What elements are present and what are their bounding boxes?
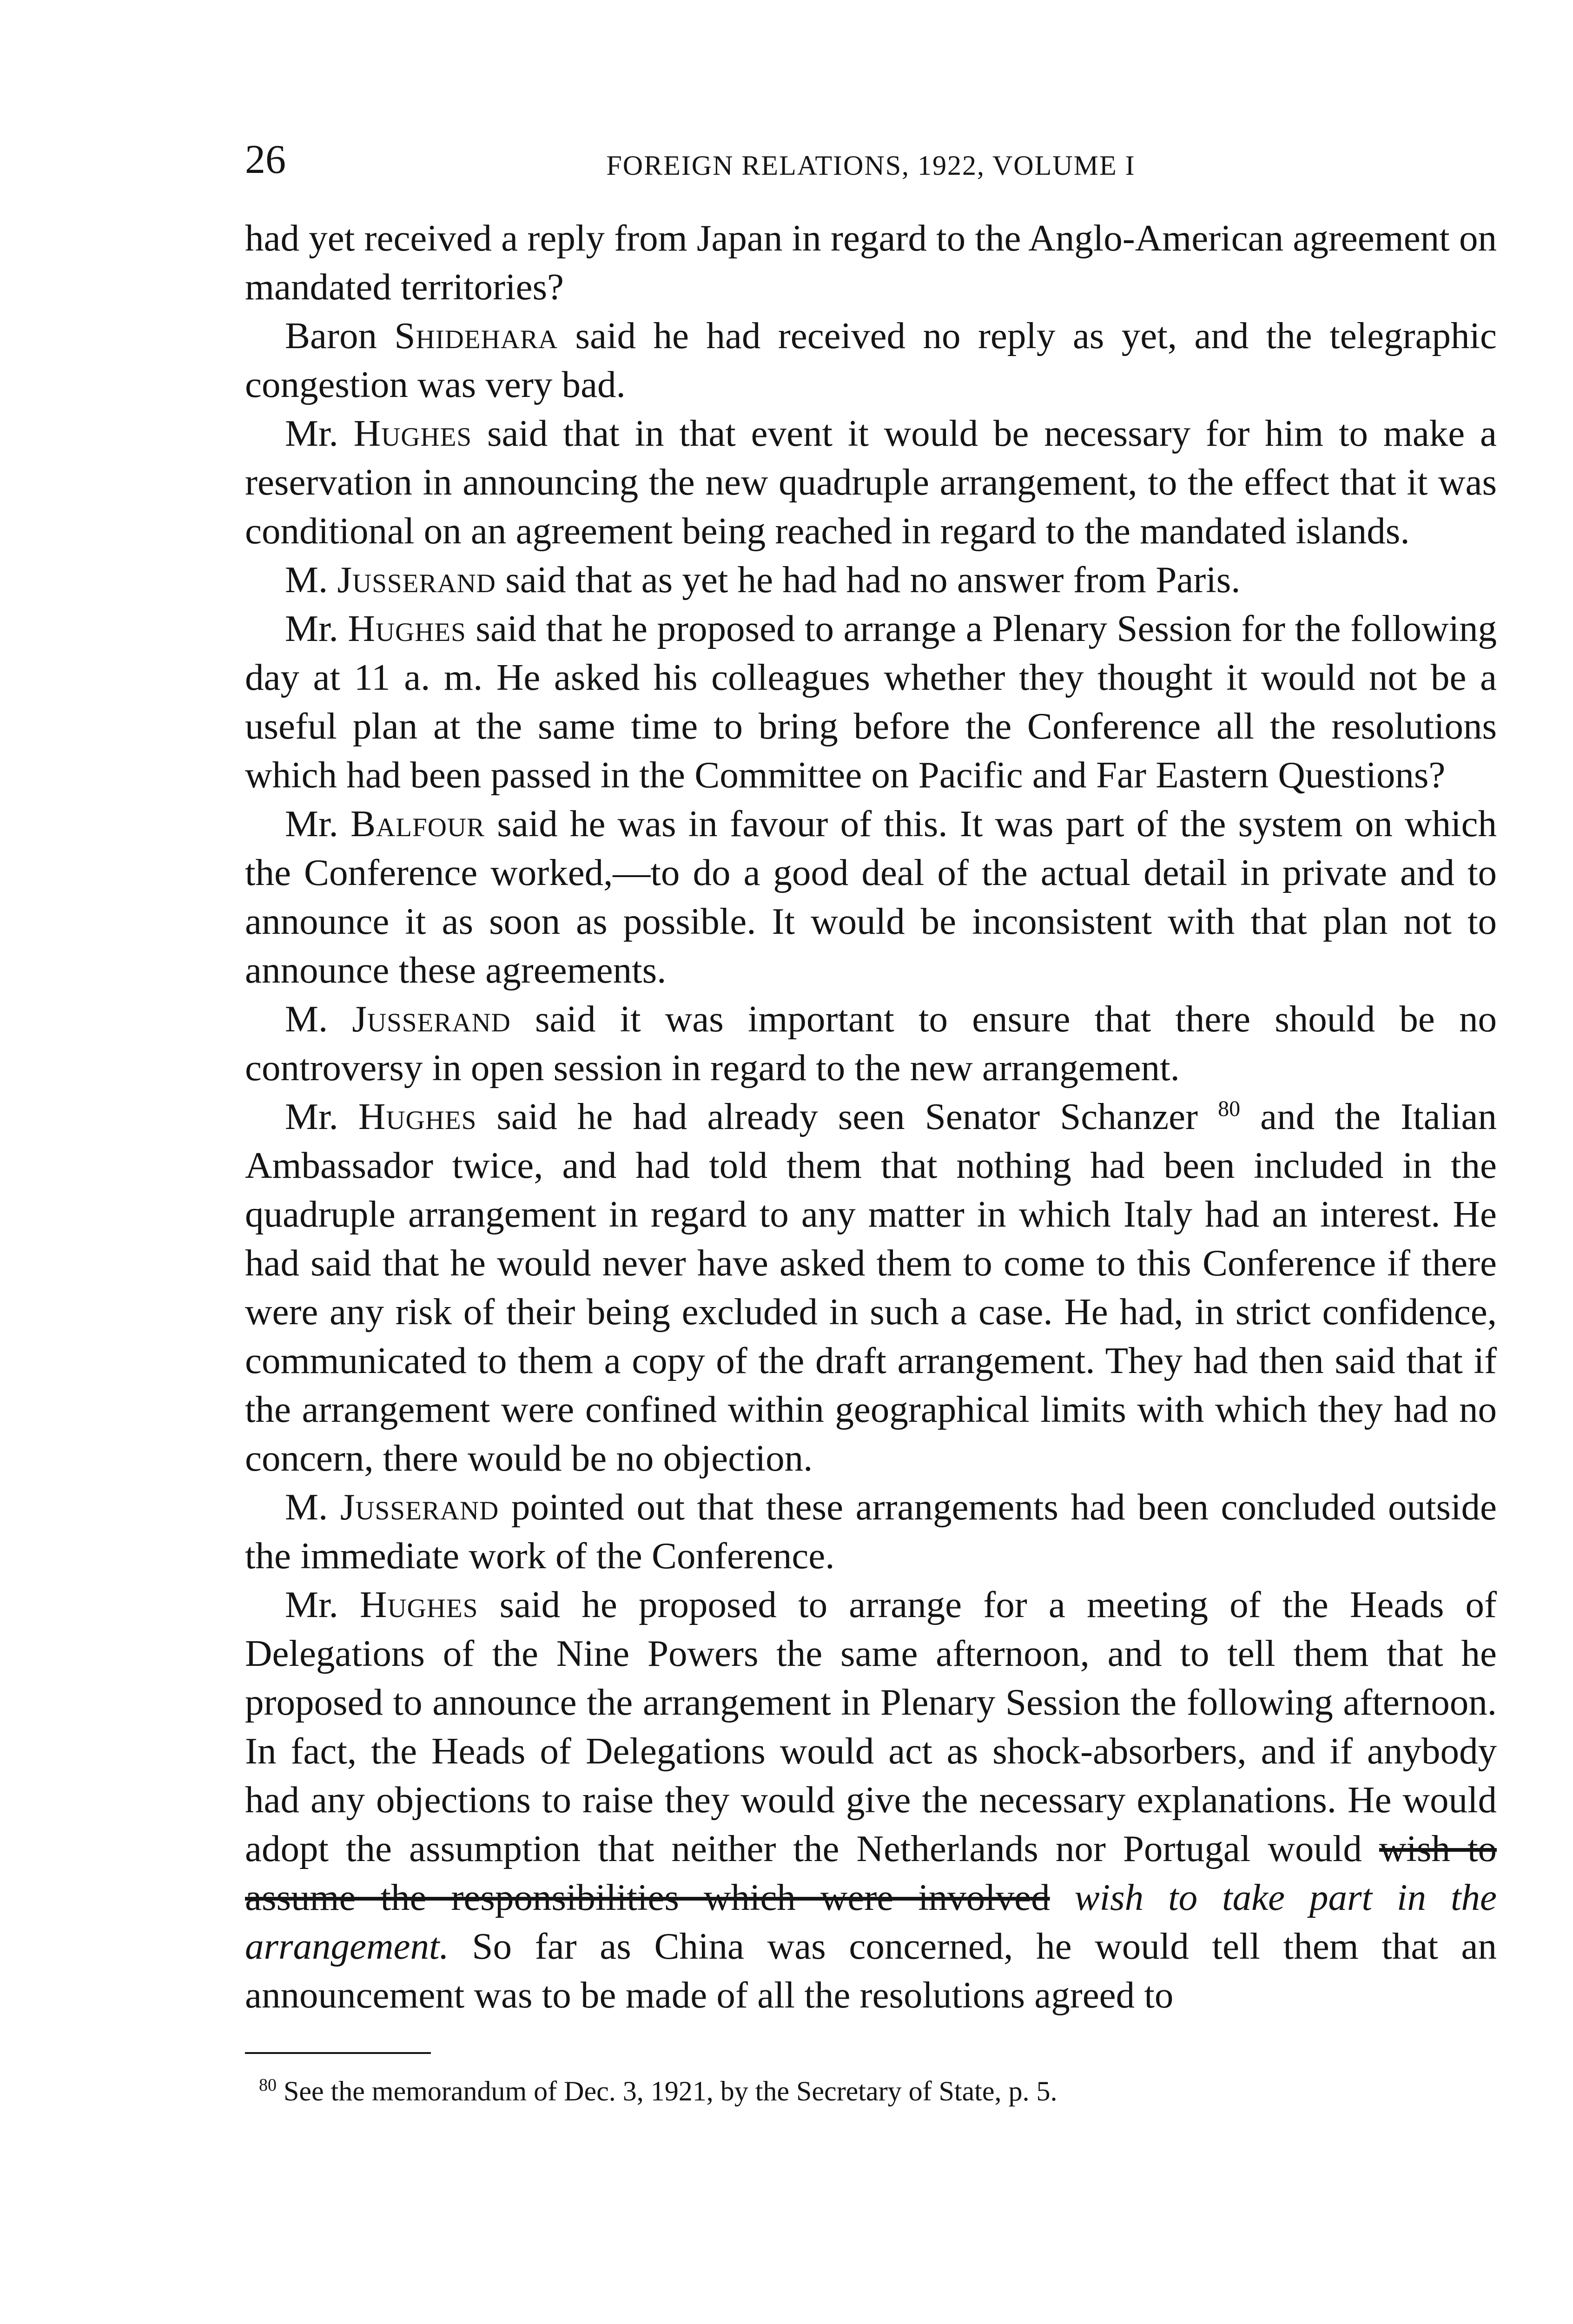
paragraph — [245, 311, 1497, 409]
paragraph — [245, 1483, 1497, 1580]
paragraph — [245, 1580, 1497, 2020]
speaker-name: Hughes — [358, 1096, 477, 1137]
footnote-text: See the memorandum of Dec. 3, 1921, by the Secretary of State, p. 5. — [277, 2076, 1057, 2106]
paragraph-text: pointed out that these arrangements had been concluded outside the immediate work of the Conference. — [245, 1486, 1497, 1577]
paragraph-continuation: had yet received a reply from Japan in regard to the Anglo-American agreement on mandated territories? — [245, 217, 1497, 308]
struck-through-text: wish to assume the responsibilities which were involved — [245, 1828, 1497, 1918]
running-head: FOREIGN RELATIONS, 1922, VOLUME I — [606, 150, 1136, 181]
paragraph — [245, 799, 1497, 995]
paragraph-text: said that in that event it would be necessary for him to make a reservation in announcing the new quadruple arrangement, to the effect that it was conditional on an agreement being reached in regard to the mandated islands. — [245, 412, 1497, 552]
paragraph-text: said that as yet he had had no answer from Paris. — [496, 559, 1241, 601]
paragraph-text: and the Italian Ambassador twice, and had told them that nothing had been included in the quadruple arrangement in regard to any matter in which Italy had an interest. He had said that he would never have asked them to come to this Conference if there were any risk of their being excluded in such a case. He had, in strict confidence, communicated to them a copy of the draft arrangement. They had then said that if the arrangement were confined within geographical limits with which they had no concern, there would be no objection. — [245, 1096, 1497, 1479]
paragraph-text: So far as China was concerned, he would tell them that an announcement was to be made of all the resolutions agreed to — [245, 1925, 1497, 2016]
page-number: 26 — [245, 137, 286, 182]
speaker-title: Mr. — [285, 607, 348, 649]
speaker-name: Shidehara — [394, 315, 558, 357]
speaker-name: Hughes — [359, 1584, 478, 1625]
speaker-title: M. — [285, 1486, 340, 1528]
paragraph-text: said he had already seen Senator Schanzer — [476, 1096, 1218, 1137]
inserted-italic-text: wish to take part in the arrangement. — [245, 1876, 1497, 1967]
speaker-name: Jusserand — [340, 1486, 499, 1528]
footnote — [245, 2073, 1497, 2110]
page-header — [245, 139, 1497, 214]
body-text — [245, 214, 1497, 2020]
speaker-name: Balfour — [350, 803, 485, 845]
speaker-title: Mr. — [285, 1096, 358, 1137]
document-page — [245, 139, 1497, 2110]
paragraph — [245, 995, 1497, 1092]
speaker-name: Hughes — [348, 607, 466, 649]
speaker-title: M. — [285, 559, 337, 601]
speaker-name: Jusserand — [352, 998, 511, 1040]
paragraph-text: said he was in favour of this. It was part of the system on which the Conference worked,—to do a good deal of the actual detail in private and to announce it as soon as possible. It would be inconsistent with that plan not to announce these agreements. — [245, 803, 1497, 991]
paragraph-text: said he had received no reply as yet, and the telegraphic congestion was very bad. — [245, 315, 1497, 405]
footnote-divider — [245, 2052, 431, 2054]
footnote-reference: 80 — [1218, 1096, 1241, 1121]
speaker-title: Mr. — [285, 1584, 360, 1625]
paragraph — [245, 555, 1497, 604]
paragraph — [245, 409, 1497, 555]
speaker-name: Jusserand — [337, 559, 496, 601]
footnote-marker: 80 — [259, 2075, 277, 2095]
speaker-title: Baron — [285, 315, 395, 357]
paragraph — [245, 1092, 1497, 1483]
paragraph-text: said that he proposed to arrange a Plenary Session for the following day at 11 a. m. He asked his colleagues whether they thought it would not be a useful plan at the same time to bring before the Conference all the resolutions which had been passed in the Committee on Pacific and Far Eastern Questions? — [245, 607, 1497, 796]
speaker-title: Mr. — [285, 412, 354, 454]
speaker-name: Hughes — [353, 412, 472, 454]
paragraph-text: said he proposed to arrange for a meeting of the Heads of Delegations of the Nine Powers the same afternoon, and to tell them that he proposed to announce the arrangement in Plenary Session the following afternoon. In fact, the Heads of Delegations would act as shock-absorbers, and if anybody had any objections to raise they would give the necessary explanations. He would adopt the assumption that neither the Netherlands nor Portugal would — [245, 1584, 1497, 1869]
speaker-title: M. — [285, 998, 352, 1040]
paragraph-text: said it was important to ensure that there should be no controversy in open session in regard to the new arrangement. — [245, 998, 1497, 1089]
paragraph — [245, 604, 1497, 799]
speaker-title: Mr. — [285, 803, 350, 845]
